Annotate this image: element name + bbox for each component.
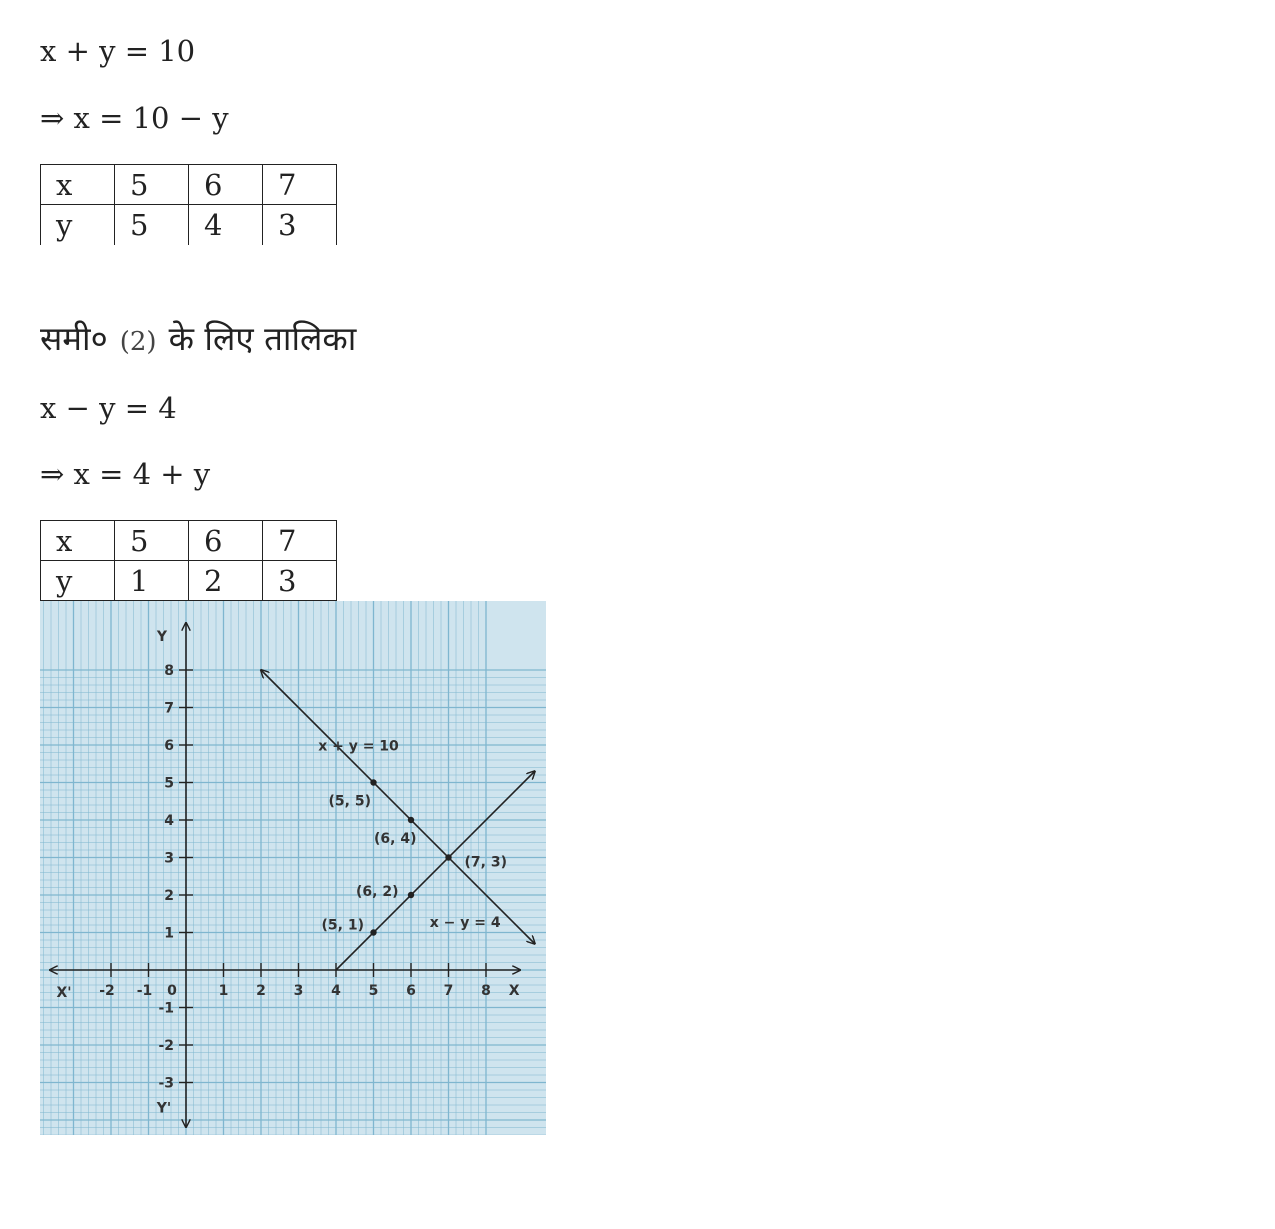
table-row xyxy=(41,205,337,245)
x-tick-label: 3 xyxy=(293,983,304,999)
equation1-table xyxy=(40,164,337,245)
y-tick-label: 5 xyxy=(164,775,174,792)
series-label: x − y = 4 xyxy=(429,914,501,931)
x-tick-label: 0 xyxy=(167,983,177,999)
y-axis-pos-label: Y xyxy=(156,629,168,645)
x-tick-label: 6 xyxy=(406,983,416,999)
x-tick-label: 1 xyxy=(218,983,229,999)
data-point xyxy=(370,779,376,785)
y-tick-label: -1 xyxy=(158,1000,174,1017)
heading-prefix: समी० xyxy=(40,319,108,358)
y-axis-neg-label: Y' xyxy=(156,1100,172,1117)
data-point xyxy=(408,817,414,823)
table-cell: 5 xyxy=(115,165,189,205)
table-row xyxy=(41,521,337,561)
point-label: (6, 4) xyxy=(374,831,417,847)
data-point xyxy=(445,854,451,860)
x-axis-pos-label: X xyxy=(508,983,520,999)
y-tick-label: 4 xyxy=(164,813,174,829)
heading-number: (2) xyxy=(119,327,157,357)
table-cell: 2 xyxy=(189,561,263,601)
x-tick-label: 2 xyxy=(256,983,266,999)
y-tick-label: 1 xyxy=(164,925,174,942)
table-cell: 4 xyxy=(189,205,263,245)
x-tick-label: -2 xyxy=(99,983,115,999)
table-cell: x xyxy=(41,165,115,205)
y-tick-label: 6 xyxy=(164,738,174,754)
table-cell: 7 xyxy=(263,165,337,205)
table-cell: y xyxy=(41,205,115,245)
data-point xyxy=(370,929,376,935)
point-label: (6, 2) xyxy=(356,884,399,900)
table-cell: 1 xyxy=(115,561,189,601)
y-tick-label: 8 xyxy=(164,663,174,679)
y-tick-label: -2 xyxy=(158,1038,174,1054)
table-cell: 6 xyxy=(189,165,263,205)
table-cell: 5 xyxy=(115,521,189,561)
series-label: x + y = 10 xyxy=(318,738,399,755)
table-row xyxy=(41,165,337,205)
x-axis-neg-label: X' xyxy=(56,985,72,1001)
point-label: (5, 1) xyxy=(321,917,364,934)
table-cell: x xyxy=(41,521,115,561)
y-tick-label: -3 xyxy=(158,1075,174,1092)
x-tick-label: 4 xyxy=(331,983,341,999)
x-tick-label: -1 xyxy=(136,983,153,999)
table-cell: 7 xyxy=(263,521,337,561)
heading-suffix: के लिए तालिका xyxy=(168,319,357,358)
y-tick-label: 3 xyxy=(164,850,174,867)
point-label: (7, 3) xyxy=(464,854,507,871)
table-row xyxy=(41,561,337,601)
x-tick-label: 8 xyxy=(481,983,491,999)
table-cell: 5 xyxy=(115,205,189,245)
point-label: (5, 5) xyxy=(328,793,371,810)
y-tick-label: 7 xyxy=(164,700,174,717)
equation2-line1: x − y = 4 xyxy=(40,391,177,425)
equation1-line1: x + y = 10 xyxy=(40,34,196,68)
table-cell: 3 xyxy=(263,205,337,245)
x-tick-label: 5 xyxy=(368,983,379,999)
x-tick-label: 7 xyxy=(443,983,454,999)
equation2-line2: ⇒ x = 4 + y xyxy=(40,457,211,491)
table-cell: 6 xyxy=(189,521,263,561)
equation2-table xyxy=(40,520,337,601)
section-heading xyxy=(40,315,356,360)
equation1-line2: ⇒ x = 10 − y xyxy=(40,101,229,135)
table-cell: y xyxy=(41,561,115,601)
table-cell: 3 xyxy=(263,561,337,601)
y-tick-label: 2 xyxy=(164,888,174,904)
graph-paper-chart xyxy=(40,601,546,1135)
data-point xyxy=(408,892,414,898)
